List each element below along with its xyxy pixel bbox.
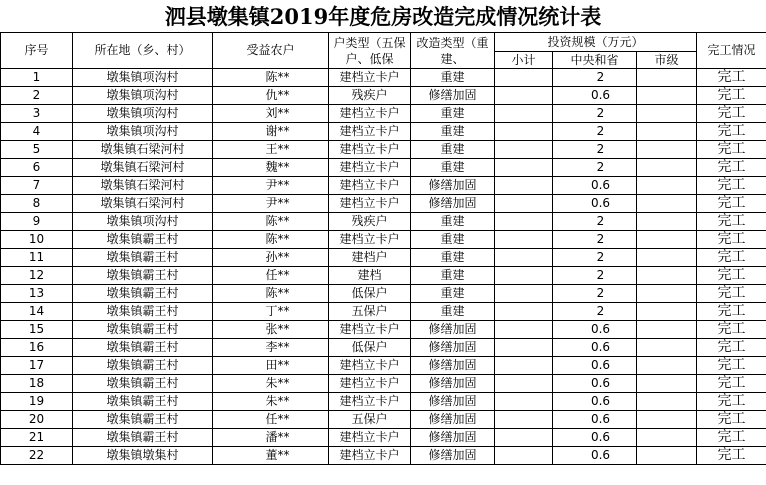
cell-beneficiary: 董** [213,447,329,465]
cell-completion: 完工 [697,375,766,393]
cell-beneficiary: 张** [213,321,329,339]
cell-household-type: 建档立卡户 [329,393,411,411]
cell-city [637,429,697,447]
cell-beneficiary: 田** [213,357,329,375]
cell-location: 墩集镇项沟村 [73,69,213,87]
cell-location: 墩集镇石梁河村 [73,159,213,177]
cell-index: 15 [1,321,73,339]
cell-completion: 完工 [697,339,766,357]
table-row [1,69,766,87]
header-beneficiary: 受益农户 [213,33,329,69]
cell-completion: 完工 [697,159,766,177]
cell-index: 20 [1,411,73,429]
cell-location: 墩集镇项沟村 [73,213,213,231]
cell-completion: 完工 [697,357,766,375]
table-row [1,177,766,195]
cell-central-province: 2 [553,69,637,87]
cell-location: 墩集镇霸王村 [73,357,213,375]
cell-beneficiary: 尹** [213,195,329,213]
cell-location: 墩集镇霸王村 [73,339,213,357]
cell-subtotal [495,321,553,339]
cell-city [637,69,697,87]
cell-central-province: 2 [553,105,637,123]
cell-index: 2 [1,87,73,105]
cell-subtotal [495,195,553,213]
cell-renovation-type: 重建 [411,159,495,177]
cell-renovation-type: 修缮加固 [411,87,495,105]
cell-location: 墩集镇霸王村 [73,429,213,447]
cell-renovation-type: 重建 [411,231,495,249]
cell-index: 1 [1,69,73,87]
cell-index: 3 [1,105,73,123]
cell-city [637,357,697,375]
cell-completion: 完工 [697,429,766,447]
cell-renovation-type: 修缮加固 [411,447,495,465]
cell-household-type: 五保户 [329,303,411,321]
cell-subtotal [495,69,553,87]
cell-location: 墩集镇项沟村 [73,123,213,141]
header-subtotal: 小计 [495,52,553,69]
cell-location: 墩集镇石梁河村 [73,195,213,213]
cell-subtotal [495,159,553,177]
cell-beneficiary: 陈** [213,69,329,87]
table-row [1,339,766,357]
cell-beneficiary: 李** [213,339,329,357]
cell-beneficiary: 丁** [213,303,329,321]
cell-city [637,447,697,465]
cell-index: 13 [1,285,73,303]
cell-subtotal [495,393,553,411]
cell-renovation-type: 重建 [411,69,495,87]
cell-renovation-type: 重建 [411,303,495,321]
cell-location: 墩集镇项沟村 [73,105,213,123]
cell-index: 9 [1,213,73,231]
table-row [1,159,766,177]
table-row [1,447,766,465]
cell-location: 墩集镇项沟村 [73,87,213,105]
cell-location: 墩集镇石梁河村 [73,177,213,195]
cell-completion: 完工 [697,321,766,339]
cell-completion: 完工 [697,267,766,285]
cell-index: 16 [1,339,73,357]
cell-household-type: 建档立卡户 [329,357,411,375]
table-row [1,231,766,249]
cell-location: 墩集镇霸王村 [73,267,213,285]
table-row [1,375,766,393]
cell-central-province: 0.6 [553,447,637,465]
cell-city [637,321,697,339]
cell-subtotal [495,285,553,303]
cell-renovation-type: 修缮加固 [411,357,495,375]
cell-index: 10 [1,231,73,249]
cell-renovation-type: 重建 [411,123,495,141]
cell-household-type: 残疾户 [329,87,411,105]
cell-household-type: 残疾户 [329,213,411,231]
cell-city [637,339,697,357]
cell-beneficiary: 任** [213,267,329,285]
cell-central-province: 0.6 [553,411,637,429]
cell-subtotal [495,231,553,249]
table-row [1,357,766,375]
cell-location: 墩集镇霸王村 [73,375,213,393]
cell-central-province: 0.6 [553,357,637,375]
cell-central-province: 2 [553,231,637,249]
header-location: 所在地（乡、村） [73,33,213,69]
statistics-table [0,32,766,465]
cell-completion: 完工 [697,249,766,267]
cell-subtotal [495,123,553,141]
cell-beneficiary: 谢** [213,123,329,141]
cell-index: 18 [1,375,73,393]
cell-completion: 完工 [697,213,766,231]
cell-index: 22 [1,447,73,465]
cell-central-province: 0.6 [553,429,637,447]
cell-city [637,177,697,195]
table-body [1,69,766,465]
sheet-title: 泗县墩集镇2019年度危房改造完成情况统计表 [164,4,602,29]
cell-renovation-type: 重建 [411,141,495,159]
header-household-type: 户类型（五保户、低保 [329,33,411,69]
cell-city [637,249,697,267]
cell-renovation-type: 修缮加固 [411,393,495,411]
cell-completion: 完工 [697,303,766,321]
cell-household-type: 建档立卡户 [329,105,411,123]
cell-city [637,123,697,141]
table-row [1,249,766,267]
cell-beneficiary: 潘** [213,429,329,447]
cell-household-type: 建档立卡户 [329,375,411,393]
cell-city [637,141,697,159]
table-row [1,123,766,141]
cell-location: 墩集镇霸王村 [73,411,213,429]
cell-location: 墩集镇霸王村 [73,321,213,339]
cell-renovation-type: 重建 [411,213,495,231]
cell-subtotal [495,303,553,321]
cell-subtotal [495,105,553,123]
cell-beneficiary: 陈** [213,231,329,249]
table-row [1,429,766,447]
cell-beneficiary: 魏** [213,159,329,177]
cell-index: 4 [1,123,73,141]
cell-subtotal [495,177,553,195]
cell-central-province: 0.6 [553,393,637,411]
header-city: 市级 [637,52,697,69]
cell-city [637,393,697,411]
cell-location: 墩集镇霸王村 [73,285,213,303]
cell-beneficiary: 朱** [213,375,329,393]
cell-city [637,285,697,303]
cell-household-type: 低保户 [329,339,411,357]
cell-index: 5 [1,141,73,159]
cell-completion: 完工 [697,393,766,411]
cell-renovation-type: 修缮加固 [411,177,495,195]
cell-completion: 完工 [697,447,766,465]
cell-city [637,411,697,429]
header-central-province: 中央和省 [553,52,637,69]
cell-subtotal [495,267,553,285]
cell-central-province: 0.6 [553,177,637,195]
cell-completion: 完工 [697,411,766,429]
table-row [1,393,766,411]
cell-renovation-type: 修缮加固 [411,375,495,393]
cell-subtotal [495,141,553,159]
cell-household-type: 建档户 [329,249,411,267]
table-row [1,267,766,285]
table-header [1,33,766,69]
cell-central-province: 2 [553,285,637,303]
cell-beneficiary: 尹** [213,177,329,195]
cell-central-province: 0.6 [553,339,637,357]
table-row [1,195,766,213]
cell-index: 7 [1,177,73,195]
cell-renovation-type: 修缮加固 [411,411,495,429]
cell-renovation-type: 修缮加固 [411,339,495,357]
cell-central-province: 0.6 [553,375,637,393]
cell-household-type: 建档立卡户 [329,231,411,249]
cell-beneficiary: 王** [213,141,329,159]
cell-central-province: 0.6 [553,195,637,213]
table-row [1,303,766,321]
table-row [1,87,766,105]
cell-index: 11 [1,249,73,267]
table-row [1,213,766,231]
cell-location: 墩集镇墩集村 [73,447,213,465]
cell-household-type: 建档立卡户 [329,141,411,159]
cell-household-type: 建档立卡户 [329,159,411,177]
cell-central-province: 2 [553,159,637,177]
cell-city [637,159,697,177]
cell-household-type: 建档立卡户 [329,195,411,213]
cell-household-type: 建档立卡户 [329,177,411,195]
cell-renovation-type: 重建 [411,285,495,303]
cell-subtotal [495,249,553,267]
cell-index: 21 [1,429,73,447]
cell-city [637,375,697,393]
header-index: 序号 [1,33,73,69]
cell-completion: 完工 [697,123,766,141]
cell-completion: 完工 [697,87,766,105]
cell-subtotal [495,447,553,465]
cell-renovation-type: 修缮加固 [411,429,495,447]
cell-index: 14 [1,303,73,321]
cell-subtotal [495,429,553,447]
cell-completion: 完工 [697,177,766,195]
cell-central-province: 2 [553,141,637,159]
cell-renovation-type: 重建 [411,249,495,267]
cell-household-type: 五保户 [329,411,411,429]
cell-beneficiary: 陈** [213,213,329,231]
header-investment: 投资规模（万元） [495,33,697,52]
cell-city [637,267,697,285]
cell-renovation-type: 重建 [411,105,495,123]
cell-central-province: 0.6 [553,87,637,105]
cell-location: 墩集镇霸王村 [73,231,213,249]
cell-completion: 完工 [697,141,766,159]
cell-completion: 完工 [697,105,766,123]
cell-household-type: 低保户 [329,285,411,303]
cell-household-type: 建档立卡户 [329,123,411,141]
cell-beneficiary: 朱** [213,393,329,411]
cell-city [637,105,697,123]
table-row [1,105,766,123]
cell-index: 17 [1,357,73,375]
table-row [1,411,766,429]
cell-household-type: 建档 [329,267,411,285]
cell-beneficiary: 孙** [213,249,329,267]
table-row [1,285,766,303]
cell-subtotal [495,375,553,393]
cell-index: 6 [1,159,73,177]
header-renovation-type: 改造类型（重建、 [411,33,495,69]
cell-household-type: 建档立卡户 [329,447,411,465]
cell-completion: 完工 [697,69,766,87]
cell-index: 8 [1,195,73,213]
cell-central-province: 2 [553,303,637,321]
cell-completion: 完工 [697,231,766,249]
cell-subtotal [495,87,553,105]
cell-city [637,231,697,249]
cell-index: 19 [1,393,73,411]
cell-location: 墩集镇霸王村 [73,249,213,267]
cell-central-province: 0.6 [553,321,637,339]
cell-renovation-type: 重建 [411,267,495,285]
table-row [1,141,766,159]
cell-household-type: 建档立卡户 [329,69,411,87]
table-row [1,321,766,339]
cell-subtotal [495,213,553,231]
cell-renovation-type: 修缮加固 [411,195,495,213]
cell-household-type: 建档立卡户 [329,429,411,447]
cell-central-province: 2 [553,249,637,267]
cell-city [637,195,697,213]
cell-beneficiary: 刘** [213,105,329,123]
cell-completion: 完工 [697,195,766,213]
cell-location: 墩集镇霸王村 [73,393,213,411]
cell-city [637,303,697,321]
cell-central-province: 2 [553,267,637,285]
cell-subtotal [495,357,553,375]
cell-beneficiary: 任** [213,411,329,429]
cell-city [637,87,697,105]
cell-household-type: 建档立卡户 [329,321,411,339]
cell-beneficiary: 陈** [213,285,329,303]
header-completion: 完工情况 [697,33,766,69]
cell-city [637,213,697,231]
cell-beneficiary: 仇** [213,87,329,105]
cell-index: 12 [1,267,73,285]
cell-location: 墩集镇霸王村 [73,303,213,321]
cell-location: 墩集镇石梁河村 [73,141,213,159]
cell-completion: 完工 [697,285,766,303]
cell-renovation-type: 修缮加固 [411,321,495,339]
cell-central-province: 2 [553,123,637,141]
cell-subtotal [495,411,553,429]
cell-subtotal [495,339,553,357]
cell-central-province: 2 [553,213,637,231]
